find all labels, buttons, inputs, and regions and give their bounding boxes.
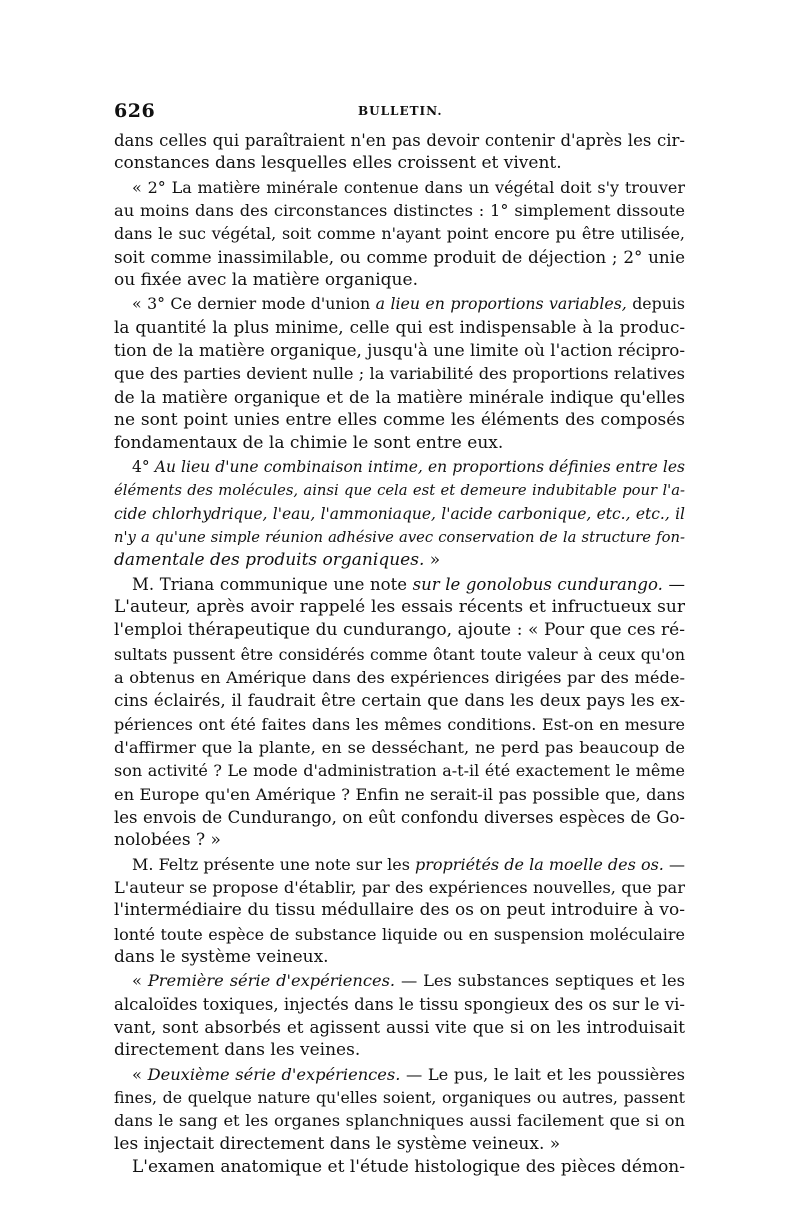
text-line: soit comme inassimilable, ou comme produit de déjection ; 2° unie — [114, 246, 685, 267]
text-line: n'y a qu'une simple réunion adhésive avec conservation de la structure fon- — [114, 528, 685, 546]
text-line: périences ont été faites dans les mêmes conditions. Est-on en mesure — [114, 714, 685, 734]
text-line: dans le système veineux. — [114, 947, 329, 968]
text-line: fondamentaux de la chimie le sont entre eux. — [114, 433, 504, 454]
text-line: constances dans lesquelles elles croissent et vivent. — [114, 153, 562, 174]
text-line: l'intermédiaire du tissu médullaire des os on peut introduire à vo- — [114, 900, 685, 921]
text-line: damentale des produits organiques. » — [114, 550, 441, 571]
text-line: cins éclairés, il faudrait être certain que dans les deux pays les ex- — [114, 690, 685, 711]
text-line: sultats pussent être considérés comme ôtant toute valeur à ceux qu'on — [114, 644, 685, 664]
text-line: tion de la matière organique, jusqu'à une limite où l'action récipro- — [114, 340, 685, 361]
text-line: dans le suc végétal, soit comme n'ayant point encore pu être utilisée, — [114, 224, 685, 244]
text-line: la quantité la plus minime, celle qui est indispensable à la produc- — [114, 316, 685, 337]
text-line: fines, de quelque nature qu'elles soient, organiques ou autres, passent — [114, 1088, 685, 1108]
text-line: nolobées ? » — [114, 830, 221, 851]
text-line: « 2° La matière minérale contenue dans un végétal doit s'y trouver — [132, 177, 685, 197]
text-line: « Première série d'expériences. — Les substances septiques et les — [132, 971, 685, 991]
text-line: ou fixée avec la matière organique. — [114, 270, 418, 291]
text-line: vant, sont absorbés et agissent aussi vite que si on les introduisait — [114, 1017, 685, 1038]
text-line: M. Feltz présente une note sur les propriétés de la moelle des os. — — [132, 854, 685, 874]
text-line: l'emploi thérapeutique du cundurango, ajoute : « Pour que ces ré- — [114, 620, 685, 641]
text-line: « Deuxième série d'expériences. — Le pus, le lait et les poussières — [132, 1064, 685, 1084]
text-line: les envois de Cundurango, on eût confondu diverses espèces de Go- — [114, 807, 685, 827]
text-line: les injectait directement dans le système veineux. » — [114, 1133, 561, 1154]
text-line: d'affirmer que la plante, en se desséchant, ne perd pas beaucoup de — [114, 737, 685, 757]
text-line: de la matière organique et de la matière minérale indique qu'elles — [114, 386, 685, 407]
text-line: en Europe qu'en Amérique ? Enfin ne serait-il pas possible que, dans — [114, 784, 685, 804]
text-line: éléments des molécules, ainsi que cela est et demeure indubitable pour l'a- — [114, 482, 685, 500]
text-line: L'examen anatomique et l'étude histologique des pièces démon- — [132, 1157, 685, 1178]
text-line: L'auteur se propose d'établir, par des expériences nouvelles, que par — [114, 878, 685, 897]
text-line: 4° Au lieu d'une combinaison intime, en proportions définies entre les — [132, 457, 685, 476]
text-line: dans celles qui paraîtraient n'en pas devoir contenir d'après les cir- — [114, 131, 685, 150]
text-line: que des parties devient nulle ; la variabilité des proportions relatives — [114, 364, 685, 384]
text-line: M. Triana communique une note sur le gonolobus cundurango. — — [132, 574, 685, 594]
text-line: au moins dans des circonstances distinctes : 1° simplement dissoute — [114, 201, 685, 221]
running-title: BULLETIN. — [358, 104, 443, 118]
text-line: son activité ? Le mode d'administration a-t-il été exactement le même — [114, 761, 685, 781]
text-line: lonté toute espèce de substance liquide ou en suspension moléculaire — [114, 924, 685, 944]
text-line: dans le sang et les organes splanchniques aussi facilement que si on — [114, 1111, 685, 1131]
page-number: 626 — [114, 100, 156, 122]
text-line: cide chlorhydrique, l'eau, l'ammoniaque, l'acide carbonique, etc., etc., il — [114, 504, 685, 523]
text-line: L'auteur, après avoir rappelé les essais récents et infructueux sur — [114, 596, 685, 617]
text-line: directement dans les veines. — [114, 1040, 361, 1061]
body-text — [114, 129, 685, 1179]
text-line: « 3° Ce dernier mode d'union a lieu en proportions variables, depuis — [132, 294, 685, 314]
text-line: alcaloïdes toxiques, injectés dans le tissu spongieux des os sur le vi- — [114, 994, 685, 1014]
text-line: ne sont point unies entre elles comme les éléments des composés — [114, 410, 685, 431]
text-line: a obtenus en Amérique dans des expériences dirigées par des méde- — [114, 667, 685, 687]
page-header — [114, 100, 684, 126]
